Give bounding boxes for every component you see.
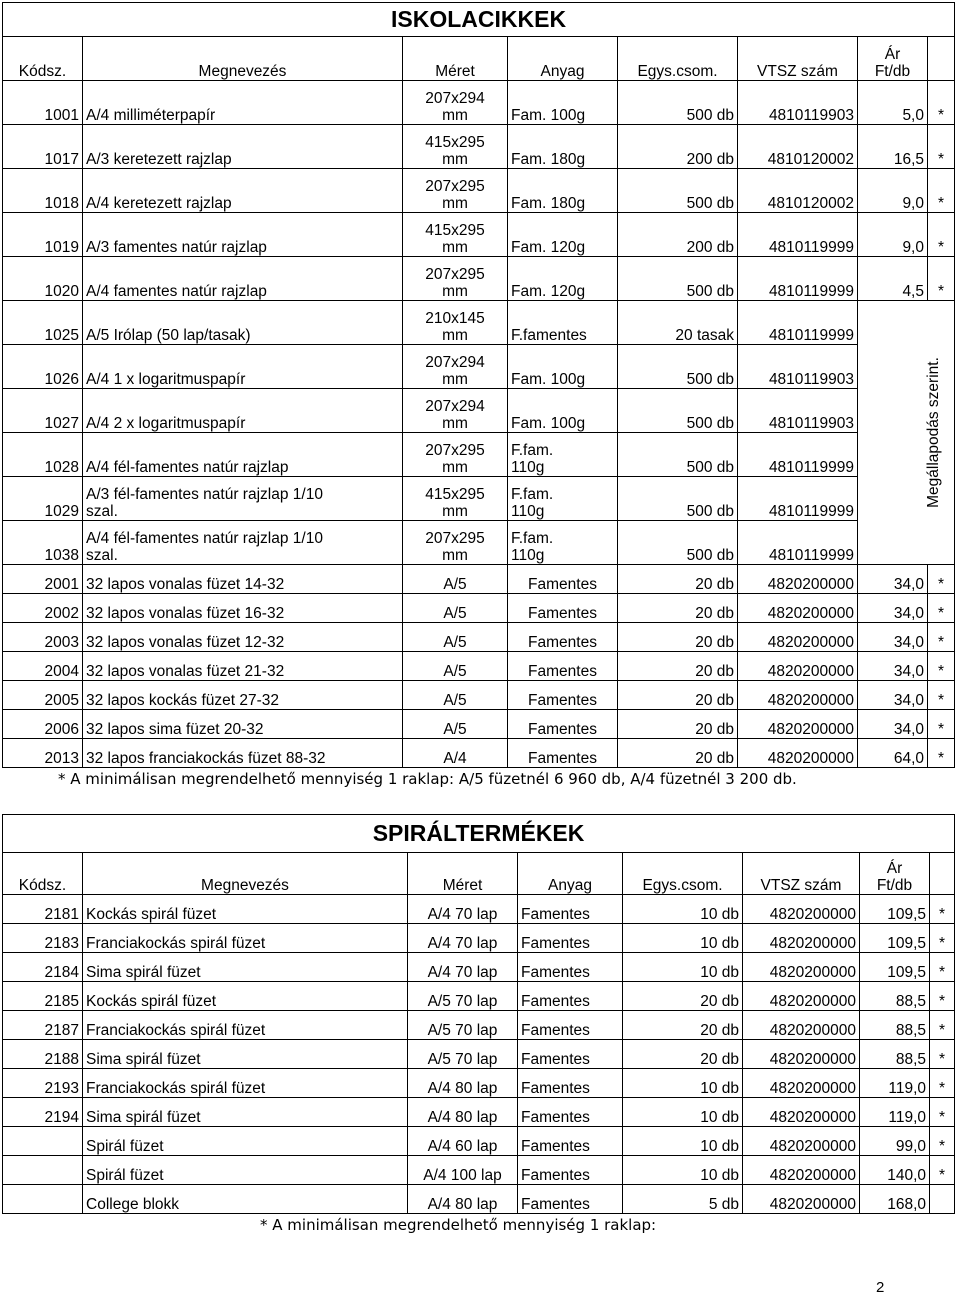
item-material: Famentes: [518, 1069, 623, 1098]
item-material: F.fam. 110g: [508, 433, 618, 477]
item-size: 415x295 mm: [403, 213, 508, 257]
item-unit: 200 db: [618, 213, 738, 257]
item-name: 32 lapos franciakockás füzet 88-32: [83, 739, 403, 768]
table-row: [3, 594, 955, 623]
item-code: [3, 1127, 83, 1156]
header-row: [3, 853, 955, 895]
column-header: Kódsz.: [3, 37, 83, 81]
item-material: Famentes: [518, 924, 623, 953]
item-code: 2194: [3, 1098, 83, 1127]
item-vtsz: 4810119999: [738, 301, 858, 345]
item-unit: 20 db: [618, 594, 738, 623]
item-material: Famentes: [518, 953, 623, 982]
item-unit: 20 db: [618, 681, 738, 710]
item-material: Famentes: [508, 710, 618, 739]
item-code: 1026: [3, 345, 83, 389]
item-code: [3, 1185, 83, 1214]
item-name: College blokk: [83, 1185, 408, 1214]
item-size: 207x294 mm: [403, 389, 508, 433]
item-vtsz: 4820200000: [743, 1098, 860, 1127]
item-code: 2004: [3, 652, 83, 681]
item-code: 1028: [3, 433, 83, 477]
table-row: [3, 477, 955, 521]
item-name: Franciakockás spirál füzet: [83, 1011, 408, 1040]
item-code: 2181: [3, 895, 83, 924]
item-size: A/5: [403, 710, 508, 739]
header-row: [3, 37, 955, 81]
table-row: [3, 81, 955, 125]
item-name: Spirál füzet: [83, 1127, 408, 1156]
title-row: [3, 815, 955, 853]
item-size: A/5 70 lap: [408, 1040, 518, 1069]
item-code: 1027: [3, 389, 83, 433]
item-name: A/3 fél-famentes natúr rajzlap 1/10 szal.: [83, 477, 403, 521]
item-material: F.fam. 110g: [508, 521, 618, 565]
item-code: 1025: [3, 301, 83, 345]
item-name: Kockás spirál füzet: [83, 982, 408, 1011]
item-material: Fam. 120g: [508, 213, 618, 257]
item-vtsz: 4820200000: [743, 953, 860, 982]
item-material: Famentes: [508, 739, 618, 768]
item-name: Sima spirál füzet: [83, 1040, 408, 1069]
min-order-mark: *: [930, 1069, 955, 1098]
table-row: [3, 681, 955, 710]
table-row: [3, 1011, 955, 1040]
table-row: [3, 521, 955, 565]
table-row: [3, 1069, 955, 1098]
item-unit: 500 db: [618, 521, 738, 565]
section-title: SPIRÁLTERMÉKEK: [3, 815, 955, 853]
table-row: [3, 739, 955, 768]
item-unit: 20 db: [618, 710, 738, 739]
item-size: 207x294 mm: [403, 345, 508, 389]
table-row: [3, 924, 955, 953]
item-vtsz: 4810119999: [738, 213, 858, 257]
item-vtsz: 4810119999: [738, 477, 858, 521]
column-header: [930, 853, 955, 895]
column-header: Ár Ft/db: [860, 853, 930, 895]
min-order-mark: *: [928, 594, 955, 623]
item-code: 2003: [3, 623, 83, 652]
item-code: 2193: [3, 1069, 83, 1098]
item-vtsz: 4820200000: [738, 710, 858, 739]
item-price: 119,0: [860, 1098, 930, 1127]
item-code: [3, 1156, 83, 1185]
column-header: Megnevezés: [83, 853, 408, 895]
item-unit: 500 db: [618, 477, 738, 521]
item-code: 1019: [3, 213, 83, 257]
item-price: 168,0: [860, 1185, 930, 1214]
column-header: Kódsz.: [3, 853, 83, 895]
min-order-mark: *: [928, 257, 955, 301]
item-vtsz: 4820200000: [738, 739, 858, 768]
table-row: [3, 345, 955, 389]
table-row: [3, 1040, 955, 1069]
table-row: [3, 895, 955, 924]
item-price: 34,0: [858, 652, 928, 681]
item-size: A/5: [403, 565, 508, 594]
item-unit: 10 db: [623, 1127, 743, 1156]
item-price: 34,0: [858, 594, 928, 623]
item-name: A/4 famentes natúr rajzlap: [83, 257, 403, 301]
item-name: Kockás spirál füzet: [83, 895, 408, 924]
item-vtsz: 4820200000: [743, 924, 860, 953]
footnote-1: * A minimálisan megrendelhető mennyiség 1 raklap: A/5 füzetnél 6 960 db, A/4 füzetnél 3 200 db.: [58, 770, 797, 788]
item-code: 1038: [3, 521, 83, 565]
item-code: 2001: [3, 565, 83, 594]
item-code: 2184: [3, 953, 83, 982]
column-header: Ár Ft/db: [858, 37, 928, 81]
item-vtsz: 4810120002: [738, 125, 858, 169]
item-vtsz: 4820200000: [738, 565, 858, 594]
title-row: [3, 3, 955, 37]
item-material: Famentes: [508, 652, 618, 681]
item-price: 140,0: [860, 1156, 930, 1185]
item-name: 32 lapos sima füzet 20-32: [83, 710, 403, 739]
item-size: 415x295 mm: [403, 125, 508, 169]
table-row: [3, 213, 955, 257]
item-size: 207x295 mm: [403, 521, 508, 565]
item-name: Franciakockás spirál füzet: [83, 924, 408, 953]
min-order-mark: *: [930, 1011, 955, 1040]
item-size: A/4 70 lap: [408, 895, 518, 924]
column-header: VTSZ szám: [743, 853, 860, 895]
spiral-products-table: [2, 814, 955, 1214]
item-price: 109,5: [860, 895, 930, 924]
item-code: 2006: [3, 710, 83, 739]
item-size: A/5: [403, 594, 508, 623]
item-size: A/5: [403, 623, 508, 652]
item-code: 1001: [3, 81, 83, 125]
item-name: Franciakockás spirál füzet: [83, 1069, 408, 1098]
column-header: Anyag: [508, 37, 618, 81]
item-price: 109,5: [860, 953, 930, 982]
item-name: A/3 keretezett rajzlap: [83, 125, 403, 169]
footnote-2: * A minimálisan megrendelhető mennyiség 1 raklap:: [260, 1216, 657, 1234]
item-material: Fam. 180g: [508, 125, 618, 169]
item-unit: 20 db: [623, 1040, 743, 1069]
item-unit: 20 db: [623, 1011, 743, 1040]
item-material: Famentes: [518, 1127, 623, 1156]
item-vtsz: 4810119903: [738, 345, 858, 389]
item-name: Sima spirál füzet: [83, 1098, 408, 1127]
item-code: 1020: [3, 257, 83, 301]
item-vtsz: 4820200000: [738, 652, 858, 681]
item-price: 99,0: [860, 1127, 930, 1156]
item-size: 415x295 mm: [403, 477, 508, 521]
item-price: 9,0: [858, 213, 928, 257]
item-material: Famentes: [508, 623, 618, 652]
column-header: Megnevezés: [83, 37, 403, 81]
item-unit: 500 db: [618, 169, 738, 213]
item-vtsz: 4820200000: [743, 1069, 860, 1098]
item-material: Famentes: [518, 1185, 623, 1214]
column-header: Egys.csom.: [623, 853, 743, 895]
min-order-mark: *: [930, 895, 955, 924]
item-name: Sima spirál füzet: [83, 953, 408, 982]
item-vtsz: 4820200000: [743, 1011, 860, 1040]
item-unit: 20 db: [618, 623, 738, 652]
item-material: Fam. 180g: [508, 169, 618, 213]
item-unit: 10 db: [623, 1098, 743, 1127]
item-size: A/4 80 lap: [408, 1098, 518, 1127]
item-vtsz: 4820200000: [743, 1156, 860, 1185]
item-price: 88,5: [860, 1011, 930, 1040]
item-code: 1018: [3, 169, 83, 213]
item-vtsz: 4820200000: [743, 1127, 860, 1156]
item-unit: 10 db: [623, 895, 743, 924]
item-material: Famentes: [518, 895, 623, 924]
item-size: 207x295 mm: [403, 169, 508, 213]
item-name: 32 lapos vonalas füzet 21-32: [83, 652, 403, 681]
item-vtsz: 4820200000: [743, 982, 860, 1011]
item-vtsz: 4820200000: [738, 623, 858, 652]
item-vtsz: 4810119999: [738, 257, 858, 301]
item-name: A/4 1 x logaritmuspapír: [83, 345, 403, 389]
item-size: A/4 70 lap: [408, 924, 518, 953]
min-order-mark: *: [928, 169, 955, 213]
item-name: 32 lapos vonalas füzet 12-32: [83, 623, 403, 652]
item-unit: 10 db: [623, 1156, 743, 1185]
item-name: A/4 keretezett rajzlap: [83, 169, 403, 213]
item-size: A/5: [403, 681, 508, 710]
item-name: Spirál füzet: [83, 1156, 408, 1185]
item-code: 2183: [3, 924, 83, 953]
item-size: A/4 80 lap: [408, 1069, 518, 1098]
item-vtsz: 4810119903: [738, 81, 858, 125]
column-header: VTSZ szám: [738, 37, 858, 81]
table-row: [3, 623, 955, 652]
item-unit: 5 db: [623, 1185, 743, 1214]
item-material: Famentes: [508, 594, 618, 623]
item-code: 2188: [3, 1040, 83, 1069]
min-order-mark: *: [930, 924, 955, 953]
item-unit: 500 db: [618, 345, 738, 389]
min-order-mark: *: [928, 125, 955, 169]
item-size: 207x295 mm: [403, 257, 508, 301]
item-vtsz: 4810119999: [738, 521, 858, 565]
min-order-mark: *: [930, 953, 955, 982]
item-name: 32 lapos vonalas füzet 14-32: [83, 565, 403, 594]
item-material: Famentes: [518, 1011, 623, 1040]
item-material: Famentes: [518, 982, 623, 1011]
item-unit: 20 db: [618, 739, 738, 768]
item-material: Fam. 100g: [508, 81, 618, 125]
item-unit: 10 db: [623, 1069, 743, 1098]
item-code: 2187: [3, 1011, 83, 1040]
item-size: A/4 70 lap: [408, 953, 518, 982]
min-order-mark: *: [928, 681, 955, 710]
item-price: 64,0: [858, 739, 928, 768]
min-order-mark: *: [928, 739, 955, 768]
item-name: 32 lapos kockás füzet 27-32: [83, 681, 403, 710]
item-material: F.fam. 110g: [508, 477, 618, 521]
item-unit: 500 db: [618, 389, 738, 433]
item-name: A/3 famentes natúr rajzlap: [83, 213, 403, 257]
item-unit: 200 db: [618, 125, 738, 169]
item-size: 207x294 mm: [403, 81, 508, 125]
item-material: Famentes: [508, 565, 618, 594]
school-supplies-table: [2, 2, 955, 768]
item-size: A/4 60 lap: [408, 1127, 518, 1156]
item-material: Fam. 100g: [508, 345, 618, 389]
item-unit: 500 db: [618, 433, 738, 477]
min-order-mark: *: [930, 1156, 955, 1185]
item-material: Fam. 100g: [508, 389, 618, 433]
item-code: 1017: [3, 125, 83, 169]
item-vtsz: 4810120002: [738, 169, 858, 213]
item-vtsz: 4820200000: [743, 1040, 860, 1069]
column-header: Méret: [403, 37, 508, 81]
item-material: Fam. 120g: [508, 257, 618, 301]
table-row: [3, 257, 955, 301]
item-size: 210x145 mm: [403, 301, 508, 345]
table-row: [3, 1156, 955, 1185]
item-price: 4,5: [858, 257, 928, 301]
table-row: [3, 710, 955, 739]
item-material: Famentes: [508, 681, 618, 710]
item-unit: 20 tasak: [618, 301, 738, 345]
item-code: 2013: [3, 739, 83, 768]
item-unit: 20 db: [618, 565, 738, 594]
item-price: 109,5: [860, 924, 930, 953]
item-unit: 10 db: [623, 924, 743, 953]
item-size: A/5 70 lap: [408, 982, 518, 1011]
item-price: 34,0: [858, 710, 928, 739]
item-vtsz: 4820200000: [738, 681, 858, 710]
item-material: Famentes: [518, 1098, 623, 1127]
table-row: [3, 1127, 955, 1156]
min-order-mark: [930, 1185, 955, 1214]
item-size: A/5: [403, 652, 508, 681]
table-row: [3, 652, 955, 681]
item-price: 34,0: [858, 623, 928, 652]
item-price: 88,5: [860, 982, 930, 1011]
min-order-mark: *: [928, 81, 955, 125]
table-row: [3, 433, 955, 477]
column-header: Anyag: [518, 853, 623, 895]
table-row: [3, 169, 955, 213]
item-price: 16,5: [858, 125, 928, 169]
item-unit: 500 db: [618, 257, 738, 301]
item-unit: 20 db: [623, 982, 743, 1011]
item-unit: 500 db: [618, 81, 738, 125]
item-unit: 20 db: [618, 652, 738, 681]
item-price: 34,0: [858, 565, 928, 594]
item-name: 32 lapos vonalas füzet 16-32: [83, 594, 403, 623]
item-name: A/4 milliméterpapír: [83, 81, 403, 125]
item-name: A/4 fél-famentes natúr rajzlap 1/10 szal.: [83, 521, 403, 565]
negotiable-note: Megállapodás szerint.: [858, 301, 955, 565]
table-row: [3, 1098, 955, 1127]
item-material: Famentes: [518, 1040, 623, 1069]
table-row: [3, 389, 955, 433]
item-price: 9,0: [858, 169, 928, 213]
table-row: [3, 953, 955, 982]
item-price: 88,5: [860, 1040, 930, 1069]
item-size: A/4 100 lap: [408, 1156, 518, 1185]
min-order-mark: *: [930, 1040, 955, 1069]
column-header: Egys.csom.: [618, 37, 738, 81]
min-order-mark: *: [928, 623, 955, 652]
min-order-mark: *: [928, 213, 955, 257]
column-header: Méret: [408, 853, 518, 895]
column-header: [928, 37, 955, 81]
table-row: [3, 1185, 955, 1214]
min-order-mark: *: [928, 652, 955, 681]
table-row: [3, 982, 955, 1011]
section-title: ISKOLACIKKEK: [3, 3, 955, 37]
item-vtsz: 4810119903: [738, 389, 858, 433]
item-material: F.famentes: [508, 301, 618, 345]
item-code: 2005: [3, 681, 83, 710]
min-order-mark: *: [930, 982, 955, 1011]
item-size: A/4 80 lap: [408, 1185, 518, 1214]
item-name: A/4 fél-famentes natúr rajzlap: [83, 433, 403, 477]
item-name: A/4 2 x logaritmuspapír: [83, 389, 403, 433]
page-number: 2: [876, 1279, 885, 1296]
item-vtsz: 4820200000: [738, 594, 858, 623]
item-name: A/5 Irólap (50 lap/tasak): [83, 301, 403, 345]
table-row: [3, 565, 955, 594]
item-price: 119,0: [860, 1069, 930, 1098]
item-price: 34,0: [858, 681, 928, 710]
item-price: 5,0: [858, 81, 928, 125]
item-size: 207x295 mm: [403, 433, 508, 477]
table-row: [3, 125, 955, 169]
table-row: [3, 301, 955, 345]
item-code: 2185: [3, 982, 83, 1011]
item-vtsz: 4820200000: [743, 895, 860, 924]
item-code: 2002: [3, 594, 83, 623]
min-order-mark: *: [930, 1127, 955, 1156]
item-code: 1029: [3, 477, 83, 521]
item-vtsz: 4810119999: [738, 433, 858, 477]
item-material: Famentes: [518, 1156, 623, 1185]
item-size: A/4: [403, 739, 508, 768]
min-order-mark: *: [928, 565, 955, 594]
item-size: A/5 70 lap: [408, 1011, 518, 1040]
item-vtsz: 4820200000: [743, 1185, 860, 1214]
min-order-mark: *: [930, 1098, 955, 1127]
min-order-mark: *: [928, 710, 955, 739]
item-unit: 10 db: [623, 953, 743, 982]
